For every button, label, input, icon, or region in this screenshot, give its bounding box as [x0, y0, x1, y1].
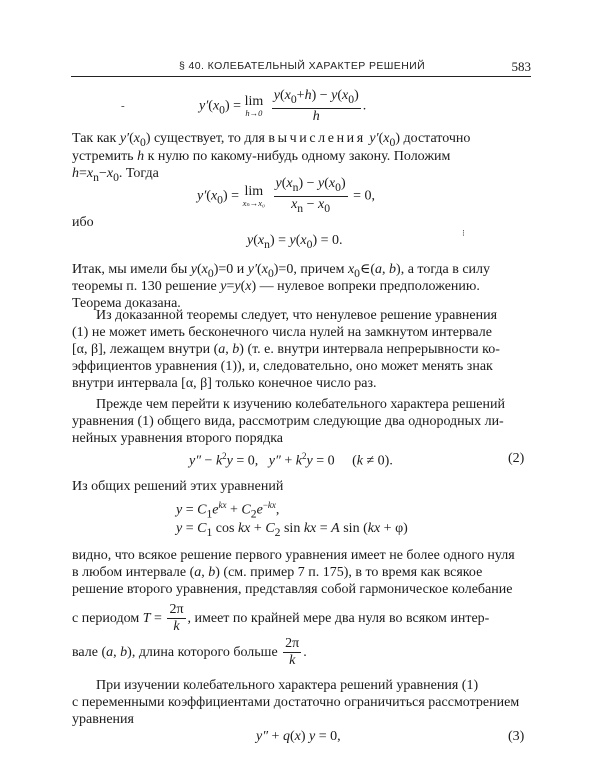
- formula-derivative-definition: $y'(x_0)$ = lim h→0 $\frac{y(x_0+h) - y(x_0)}{h}$ .: [199, 88, 367, 124]
- text-line: нейных уравнения второго порядка: [72, 431, 283, 446]
- text-line: Так как $y'(x_0)$ существует, то для вычисления $y'(x_0)$ достаточно: [72, 131, 471, 149]
- text-line: уравнения: [72, 712, 134, 727]
- text-line: видно, что всякое решение первого уравнения имеет не более одного нуля: [72, 548, 515, 563]
- equation-number-2: (2): [508, 451, 525, 466]
- text-line: уравнения (1) общего вида, рассмотрим следующие два однородных ли-: [72, 414, 504, 429]
- text-line: Прежде чем перейти к изучению колебательного характера решений: [96, 397, 505, 412]
- formula-general-solution-1: $y = C_1e^{kx} + C_2e^{-kx}$,: [176, 500, 280, 521]
- equation-number-3: (3): [508, 729, 525, 744]
- text-line: ибо: [72, 215, 94, 230]
- text-line: с переменными коэффициентами достаточно ограничиться рассмотрением: [72, 695, 520, 710]
- text-line: [α, β], лежащем внутри (a, b) (т. е. внутри интервала непрерывности ко-: [72, 342, 500, 357]
- text-line: При изучении колебательного характера решений уравнения (1): [96, 678, 479, 693]
- stray-mark: ‑: [121, 100, 125, 112]
- section-title: § 40. КОЛЕБАТЕЛЬНЫЙ ХАРАКТЕР РЕШЕНИЙ: [179, 60, 426, 72]
- text-line: внутри интервала [α, β] только конечное число раз.: [72, 376, 377, 391]
- text-line: с периодом T = $\frac{2\pi}{k}$ , имеет по крайней мере два нуля во всяком интер-: [72, 602, 490, 635]
- text-line: решение второго уравнения, представляя собой гармоническое колебание: [72, 582, 513, 597]
- formula-two-equations: $y'' - k^2y = 0$, $y'' + k^2y = 0$ (k ≠ 0).: [189, 451, 393, 469]
- text-line: Теорема доказана.: [72, 296, 181, 311]
- page-number: 583: [511, 59, 531, 74]
- text-line: Из общих решений этих уравнений: [72, 479, 284, 494]
- formula-general-solution-2: $y = C_1$ cos kx + $C_2$ sin kx = A sin (kx + φ): [176, 521, 408, 539]
- stray-dots: ⁝: [462, 228, 465, 238]
- running-header: [71, 58, 531, 77]
- text-line: $h=x_n-x_0$. Тогда: [72, 166, 159, 184]
- text-line: теоремы п. 130 решение y=y(x) — нулевое вопреки предположению.: [72, 279, 480, 294]
- formula-zeros: $y(x_n) = y(x_0) = 0$.: [247, 233, 343, 251]
- formula-derivative-zero: $y'(x_0)$ = lim xₙ→x₀ $\frac{y(x_n) - y(x_0)}{x_n - x_0}$ = 0,: [197, 176, 376, 215]
- text-line: (1) не может иметь бесконечного числа нулей на замкнутом интервале: [72, 325, 492, 340]
- text-line: Итак, мы имели бы $y(x_0)=0$ и $y'(x_0)=0$, причем $x_0\in(a$, b), а тогда в силу: [72, 262, 491, 280]
- text-line: эффициентов уравнения (1)), и, следовательно, оно может менять знак: [72, 359, 493, 374]
- text-line: в любом интервале (a, b) (см. пример 7 п. 175), в то время как всякое: [72, 565, 483, 580]
- formula-general-equation: y″ + q(x) y = 0,: [256, 729, 341, 744]
- text-line: устремить h к нулю по какому-нибудь одному закону. Положим: [72, 149, 451, 164]
- text-line: вале (a, b), длина которого больше $\frac{2\pi}{k}$ .: [72, 636, 307, 669]
- text-line: Из доказанной теоремы следует, что ненулевое решение уравнения: [96, 308, 498, 323]
